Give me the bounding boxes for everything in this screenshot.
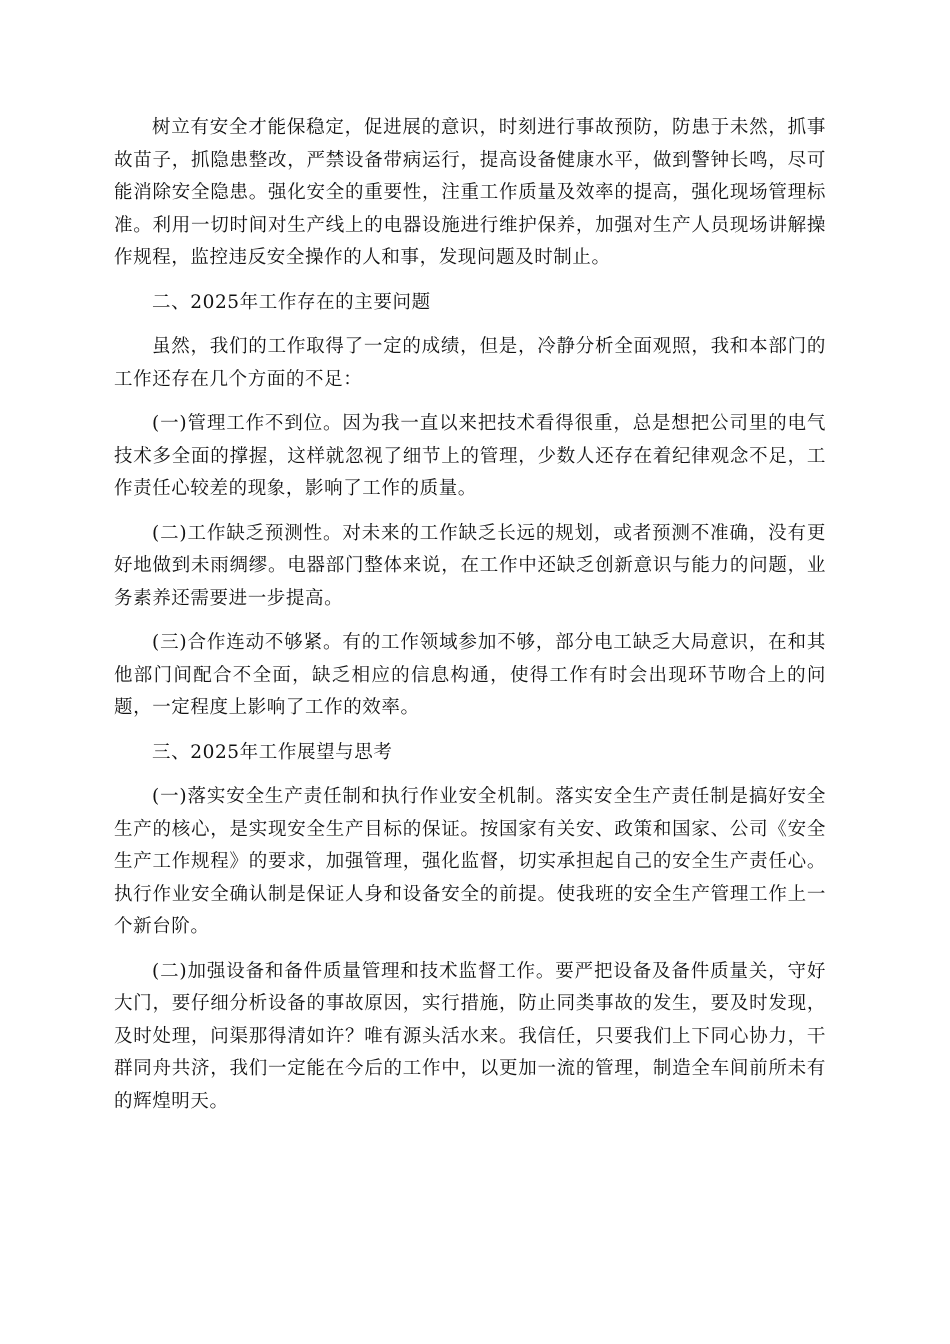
paragraph-problem-forecasting: (二)工作缺乏预测性。对未来的工作缺乏长远的规划，或者预测不准确，没有更好地做到未雨绸缪。电器部门整体来说，在工作中还缺乏创新意识与能力的问题，业务素养还需要进一步提高。	[114, 522, 826, 609]
document-page	[114, 112, 826, 1130]
section-heading-outlook: 三、2025年工作展望与思考	[152, 741, 393, 763]
section-heading-problems: 二、2025年工作存在的主要问题	[152, 291, 431, 313]
paragraph-outlook-equipment-quality: (二)加强设备和备件质量管理和技术监督工作。要严把设备及备件质量关，守好大门，要仔细分析设备的事故原因，实行措施，防止同类事故的发生，要及时发现，及时处理，问渠那得清如许？唯有源头活水来。我信任，只要我们上下同心协力，干群同舟共济，我们一定能在今后的工作中，以更加一流的管理，制造全车间前所未有的辉煌明天。	[114, 960, 826, 1112]
paragraph-shortcomings-intro: 虽然，我们的工作取得了一定的成绩，但是，冷静分析全面观照，我和本部门的工作还存在几个方面的不足：	[114, 336, 826, 390]
paragraph-problem-cooperation: (三)合作连动不够紧。有的工作领域参加不够，部分电工缺乏大局意识，在和其他部门间配合不全面，缺乏相应的信息构通，使得工作有时会出现环节吻合上的问题，一定程度上影响了工作的效率。	[114, 632, 826, 718]
paragraph-outlook-safety-responsibility: (一)落实安全生产责任制和执行作业安全机制。落实安全生产责任制是搞好安全生产的核心，是实现安全生产目标的保证。按国家有关安、政策和国家、公司《安全生产工作规程》的要求，加强管理，强化监督，切实承担起自己的安全生产责任心。执行作业安全确认制是保证人身和设备安全的前提。使我班的安全生产管理工作上一个新台阶。	[114, 786, 826, 937]
paragraph-problem-management: (一)管理工作不到位。因为我一直以来把技术看得很重，总是想把公司里的电气技术多全面的撑握，这样就忽视了细节上的管理，少数人还存在着纪律观念不足，工作责任心较差的现象，影响了工作的质量。	[114, 413, 826, 499]
paragraph-safety-awareness: 树立有安全才能保稳定，促进展的意识，时刻进行事故预防，防患于未然，抓事故苗子，抓隐患整改，严禁设备带病运行，提高设备健康水平，做到警钟长鸣，尽可能消除安全隐患。强化安全的重要性，注重工作质量及效率的提高，强化现场管理标准。利用一切时间对生产线上的电器设施进行维护保养，加强对生产人员现场讲解操作规程，监控违反安全操作的人和事，发现问题及时制止。	[114, 117, 826, 268]
